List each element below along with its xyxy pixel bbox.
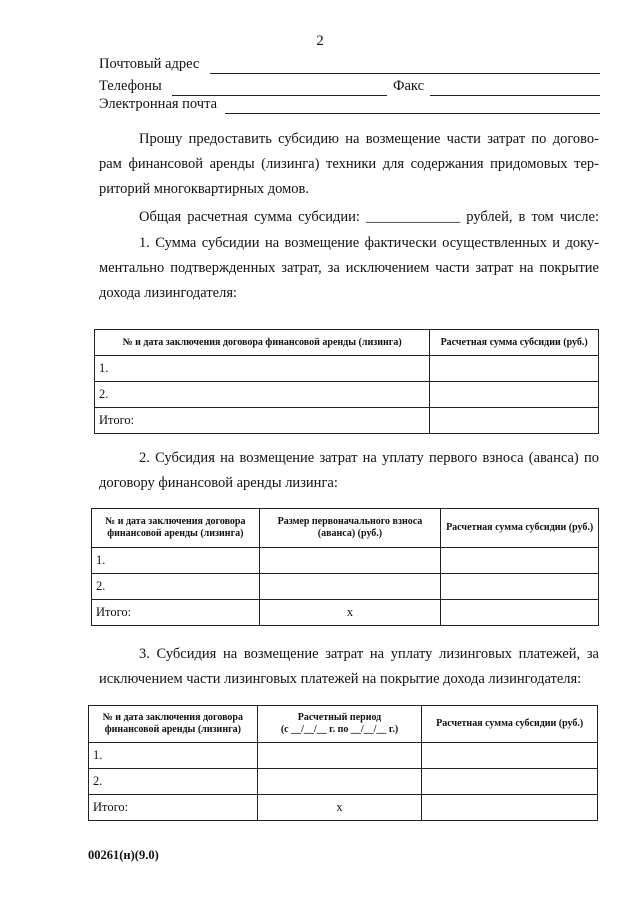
table-row <box>95 382 599 408</box>
section2-line: договору финансовой аренды лизинга: <box>99 475 338 491</box>
total-sum-line <box>99 205 599 230</box>
cell-total-advance: x <box>259 600 441 626</box>
request-paragraph <box>99 127 599 202</box>
request-line: Прошу предоставить субсидию на возмещение части затрат по догово- <box>139 131 599 147</box>
table-row <box>92 574 599 600</box>
col-contract: № и дата заключения договора финансовой аренды (лизинга) <box>89 706 258 743</box>
request-line: рам финансовой аренды (лизинга) техники для содержания придомовых тер- <box>99 156 599 172</box>
table-row <box>92 548 599 574</box>
fax-label: Факс <box>393 78 425 94</box>
table-total-row <box>89 795 598 821</box>
col-advance: Размер первоначального взноса (аванса) (руб.) <box>259 509 441 548</box>
col-contract: № и дата заключения договора финансовой аренды (лизинга) <box>95 330 430 356</box>
cell-contract[interactable]: 1. <box>92 548 260 574</box>
col-subsidy: Расчетная сумма субсидии (руб.) <box>441 509 599 548</box>
section1-text <box>99 231 599 306</box>
cell-contract[interactable]: 1. <box>89 743 258 769</box>
section1-table <box>94 329 599 434</box>
phones-label: Телефоны <box>99 78 162 94</box>
cell-total-label: Итого: <box>92 600 260 626</box>
table-row <box>89 769 598 795</box>
section2-text <box>99 446 599 496</box>
table-row <box>89 743 598 769</box>
email-label: Электронная почта <box>99 96 218 112</box>
section1-line: 1. Сумма субсидии на возмещение фактически осуществленных и доку- <box>139 235 599 251</box>
cell-total-label: Итого: <box>95 408 430 434</box>
col-subsidy: Расчетная сумма субсидии (руб.) <box>430 330 599 356</box>
cell-advance[interactable] <box>259 548 441 574</box>
col-subsidy: Расчетная сумма субсидии (руб.) <box>422 706 598 743</box>
cell-total-subsidy[interactable] <box>430 408 599 434</box>
postal-address-blank[interactable] <box>210 73 600 74</box>
cell-subsidy[interactable] <box>422 769 598 795</box>
section1-line: ментально подтвержденных затрат, за исключением части затрат на покрытие <box>99 260 599 276</box>
cell-subsidy[interactable] <box>430 382 599 408</box>
section1-line: дохода лизингодателя: <box>99 285 238 301</box>
cell-contract[interactable]: 2. <box>89 769 258 795</box>
table-row <box>95 356 599 382</box>
footer-form-code: 00261(н)(9.0) <box>88 848 159 862</box>
cell-advance[interactable] <box>259 574 441 600</box>
total-sum-text: Общая расчетная сумма субсидии: _____________ рублей, в том числе: <box>139 209 599 225</box>
fax-blank[interactable] <box>430 95 600 96</box>
table-header-row <box>95 330 599 356</box>
request-line: риторий многоквартирных домов. <box>99 181 309 197</box>
cell-total-label: Итого: <box>89 795 258 821</box>
section3-text <box>99 642 599 692</box>
table-total-row <box>95 408 599 434</box>
col-period <box>257 706 422 743</box>
period-title: Расчетный период <box>297 712 382 723</box>
cell-total-subsidy[interactable] <box>422 795 598 821</box>
col-contract: № и дата заключения договора финансовой аренды (лизинга) <box>92 509 260 548</box>
page-number: 2 <box>316 33 324 49</box>
cell-total-subsidy[interactable] <box>441 600 599 626</box>
table-total-row <box>92 600 599 626</box>
cell-subsidy[interactable] <box>441 548 599 574</box>
cell-subsidy[interactable] <box>430 356 599 382</box>
section2-table <box>91 508 599 626</box>
table-header-row <box>89 706 598 743</box>
section2-line: 2. Субсидия на возмещение затрат на уплату первого взноса (аванса) по <box>139 450 599 466</box>
cell-contract[interactable]: 1. <box>95 356 430 382</box>
table-header-row <box>92 509 599 548</box>
postal-address-label: Почтовый адрес <box>99 56 200 72</box>
cell-subsidy[interactable] <box>441 574 599 600</box>
section3-line: 3. Субсидия на возмещение затрат на уплату лизинговых платежей, за <box>139 646 599 662</box>
cell-period[interactable] <box>257 743 422 769</box>
cell-total-period: x <box>257 795 422 821</box>
email-blank[interactable] <box>225 113 600 114</box>
period-range: (с __/__/__ г. по __/__/__ г.) <box>280 724 399 735</box>
section3-table <box>88 705 598 821</box>
cell-contract[interactable]: 2. <box>92 574 260 600</box>
section3-line: исключением части лизинговых платежей на покрытие дохода лизингодателя: <box>99 671 582 687</box>
cell-period[interactable] <box>257 769 422 795</box>
cell-contract[interactable]: 2. <box>95 382 430 408</box>
cell-subsidy[interactable] <box>422 743 598 769</box>
